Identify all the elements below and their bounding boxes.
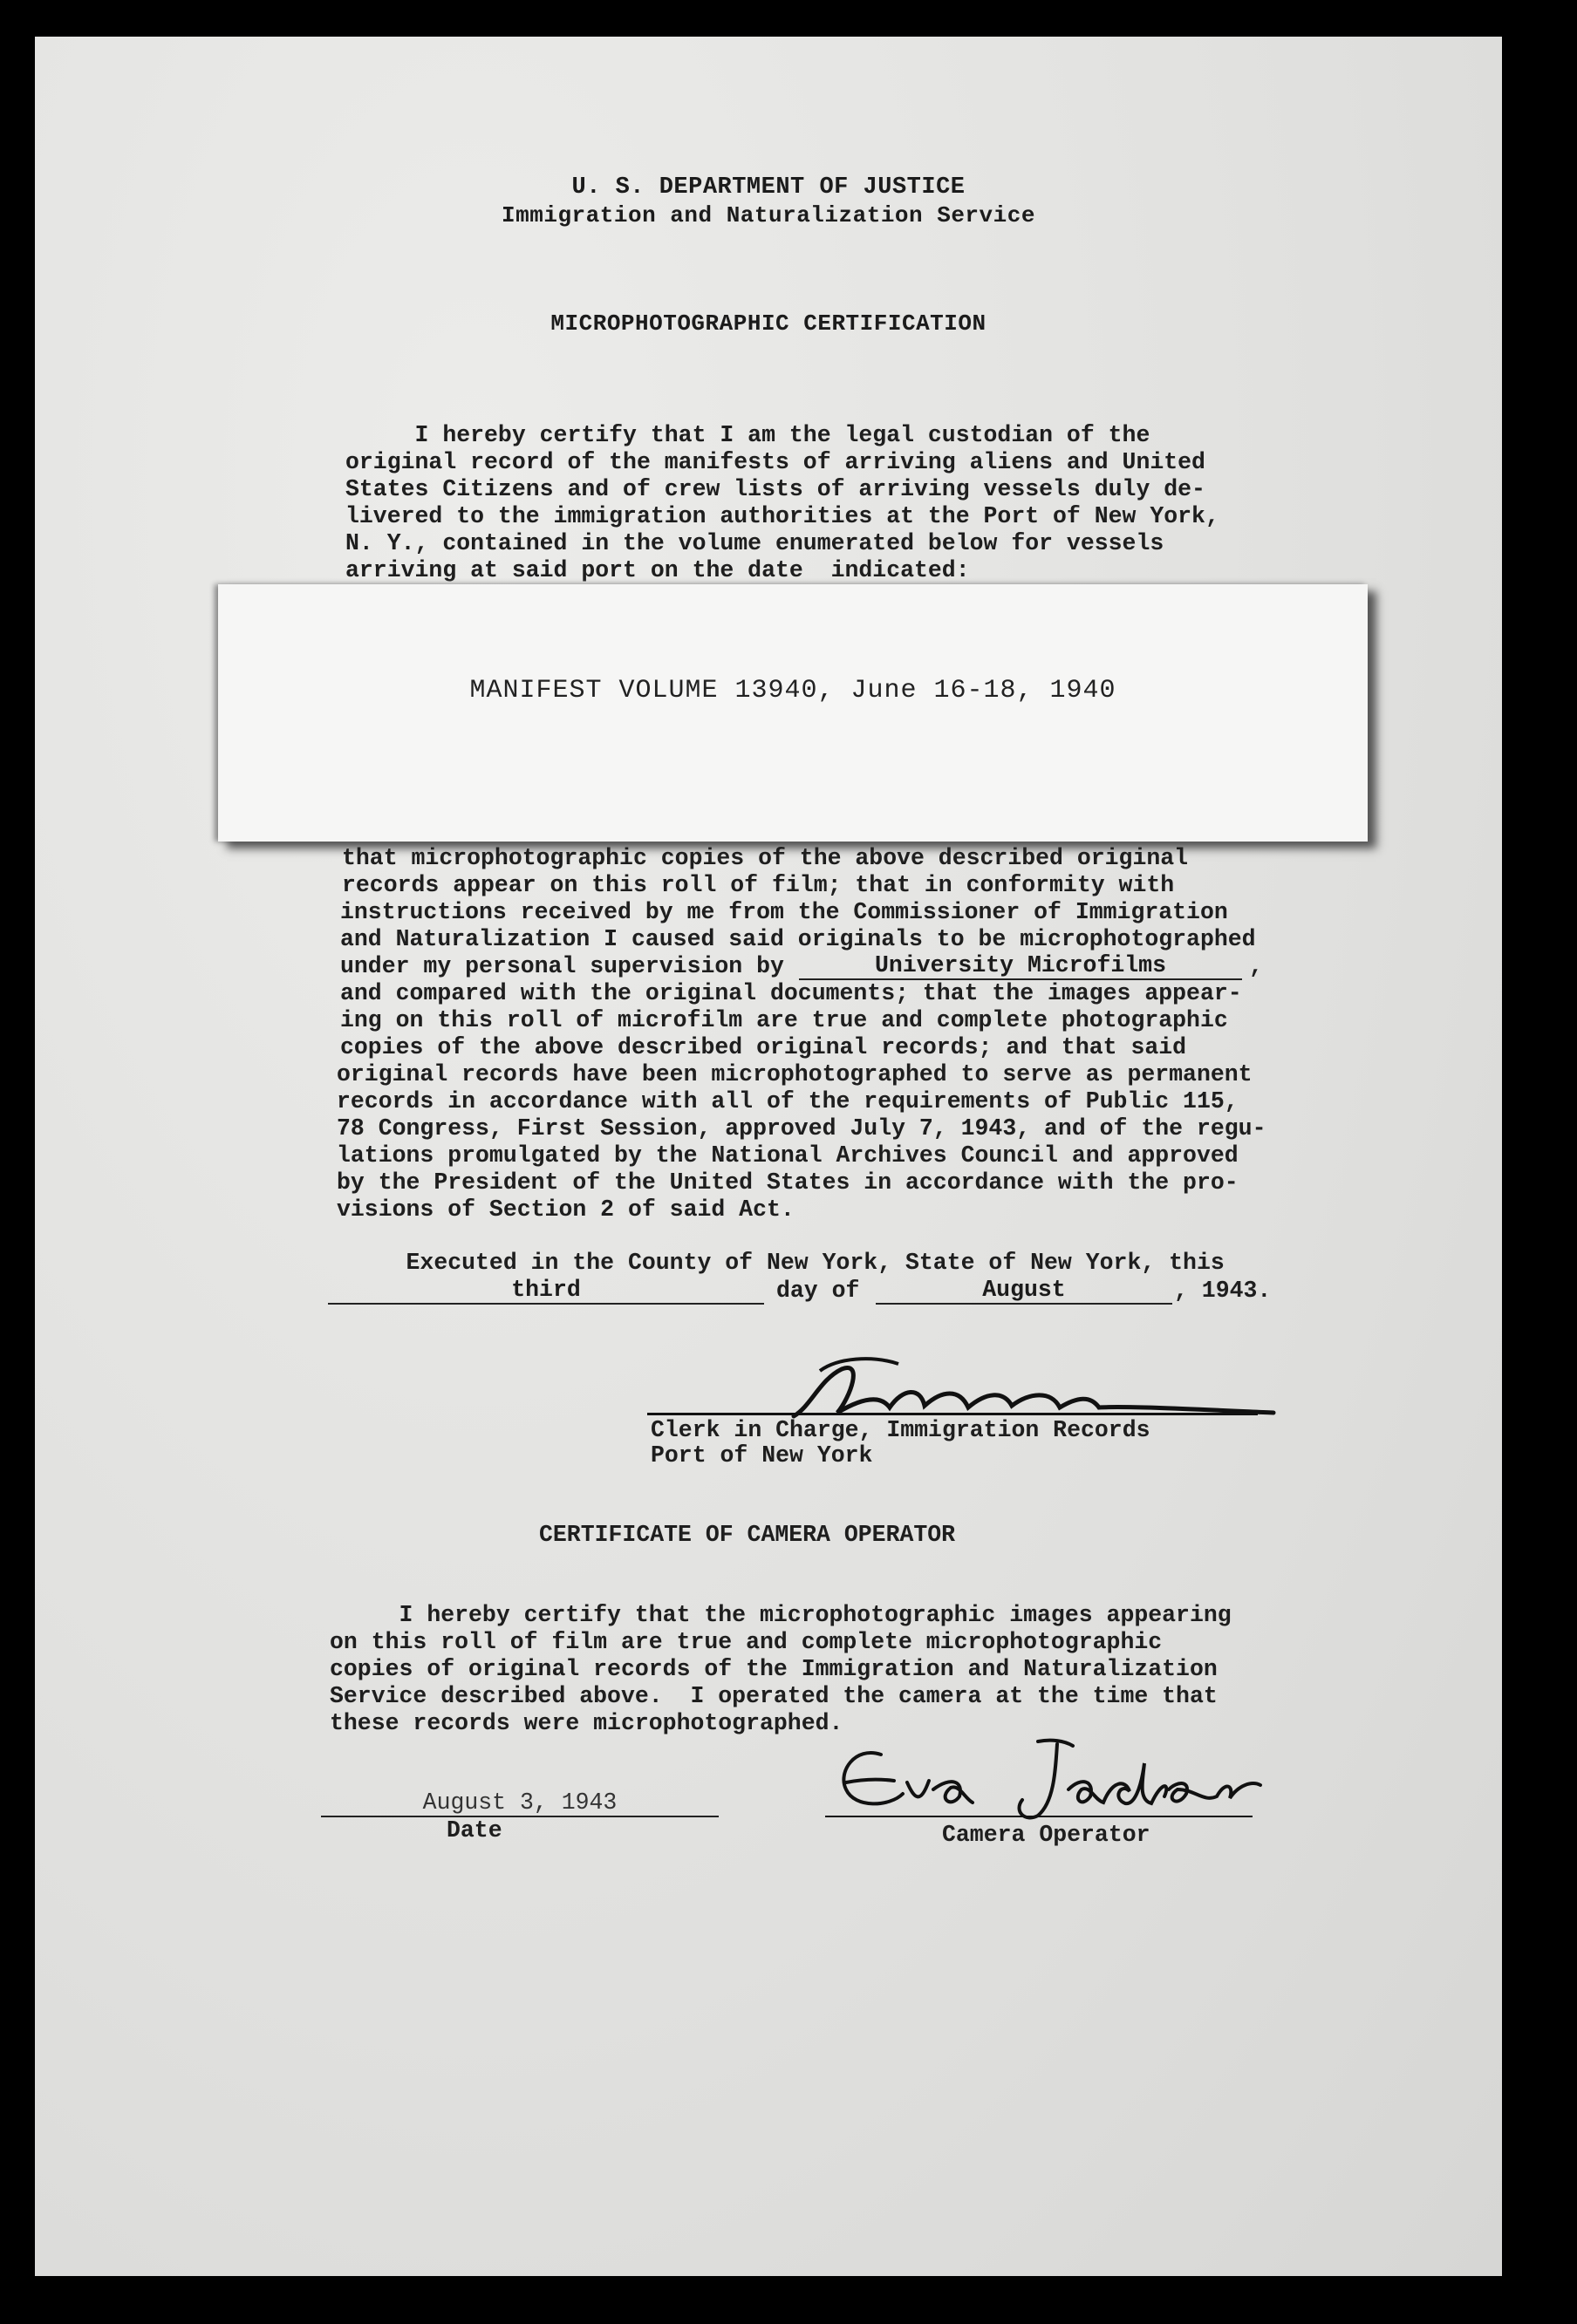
camera-line: these records were microphotographed. xyxy=(330,1710,843,1736)
intro-line: original record of the manifests of arriving aliens and United xyxy=(345,449,1205,475)
body-line: and Naturalization I caused said originals to be microphotographed xyxy=(340,926,1256,952)
intro-line: livered to the immigration authorities at the Port of New York, xyxy=(345,503,1219,529)
executed-line: Executed in the County of New York, State of New York, this xyxy=(337,1250,1225,1276)
body-line: by the President of the United States in accordance with the pro- xyxy=(337,1169,1239,1196)
intro-line: N. Y., contained in the volume enumerated below for vessels xyxy=(345,530,1164,556)
department-heading: U. S. DEPARTMENT OF JUSTICE xyxy=(571,174,966,201)
month-field: August xyxy=(876,1277,1172,1305)
comma: , xyxy=(1249,953,1263,979)
camera-operator-label: Camera Operator xyxy=(942,1822,1150,1848)
body-line: instructions received by me from the Commissioner of Immigration xyxy=(340,899,1228,925)
body-line: records in accordance with all of the requirements of Public 115, xyxy=(337,1088,1239,1114)
supervisor-field: University Microfilms xyxy=(799,952,1242,980)
document-title: MICROPHOTOGRAPHIC CERTIFICATION xyxy=(550,310,986,337)
date-label: Date xyxy=(447,1817,502,1844)
volume-slip xyxy=(218,584,1368,842)
document-page xyxy=(35,37,1502,2276)
body-line: ing on this roll of microfilm are true and complete photographic xyxy=(340,1007,1228,1033)
intro-line: arriving at said port on the date indicated: xyxy=(345,557,970,583)
body-line: under my personal supervision by xyxy=(340,953,784,979)
body-line: lations promulgated by the National Archives Council and approved xyxy=(337,1142,1239,1169)
body-line: records appear on this roll of film; that in conformity with xyxy=(342,872,1175,898)
day-field: third xyxy=(328,1277,764,1305)
camera-line: on this roll of film are true and complete microphotographic xyxy=(330,1629,1163,1655)
year-text: , 1943. xyxy=(1174,1278,1272,1304)
camera-certificate-title: CERTIFICATE OF CAMERA OPERATOR xyxy=(539,1522,956,1548)
clerk-title: Clerk in Charge, Immigration Records xyxy=(651,1417,1150,1443)
body-line: copies of the above described original records; and that said xyxy=(340,1034,1187,1060)
body-line: and compared with the original documents; that the images appear- xyxy=(340,980,1242,1006)
clerk-signature-line xyxy=(647,1413,1258,1415)
manifest-volume: MANIFEST VOLUME 13940, June 16-18, 1940 xyxy=(469,676,1116,705)
body-line: visions of Section 2 of said Act. xyxy=(337,1196,795,1223)
service-heading: Immigration and Naturalization Service xyxy=(502,202,1035,228)
intro-line: States Citizens and of crew lists of arriving vessels duly de- xyxy=(345,476,1205,502)
camera-operator-signature xyxy=(820,1728,1273,1829)
body-line: original records have been microphotographed to serve as permanent xyxy=(337,1061,1253,1087)
body-line: that microphotographic copies of the above described original xyxy=(342,845,1189,871)
clerk-port: Port of New York xyxy=(651,1442,873,1469)
date-field: August 3, 1943 xyxy=(321,1789,719,1817)
camera-line: copies of original records of the Immigration and Naturalization xyxy=(330,1656,1218,1682)
camera-line: I hereby certify that the microphotographic images appearing xyxy=(330,1602,1232,1628)
body-line: 78 Congress, First Session, approved July 7, 1943, and of the regu- xyxy=(337,1115,1266,1142)
day-of-label: day of xyxy=(776,1278,860,1304)
camera-line: Service described above. I operated the camera at the time that xyxy=(330,1683,1218,1709)
intro-line: I hereby certify that I am the legal custodian of the xyxy=(345,422,1150,448)
operator-signature-line xyxy=(825,1816,1253,1817)
